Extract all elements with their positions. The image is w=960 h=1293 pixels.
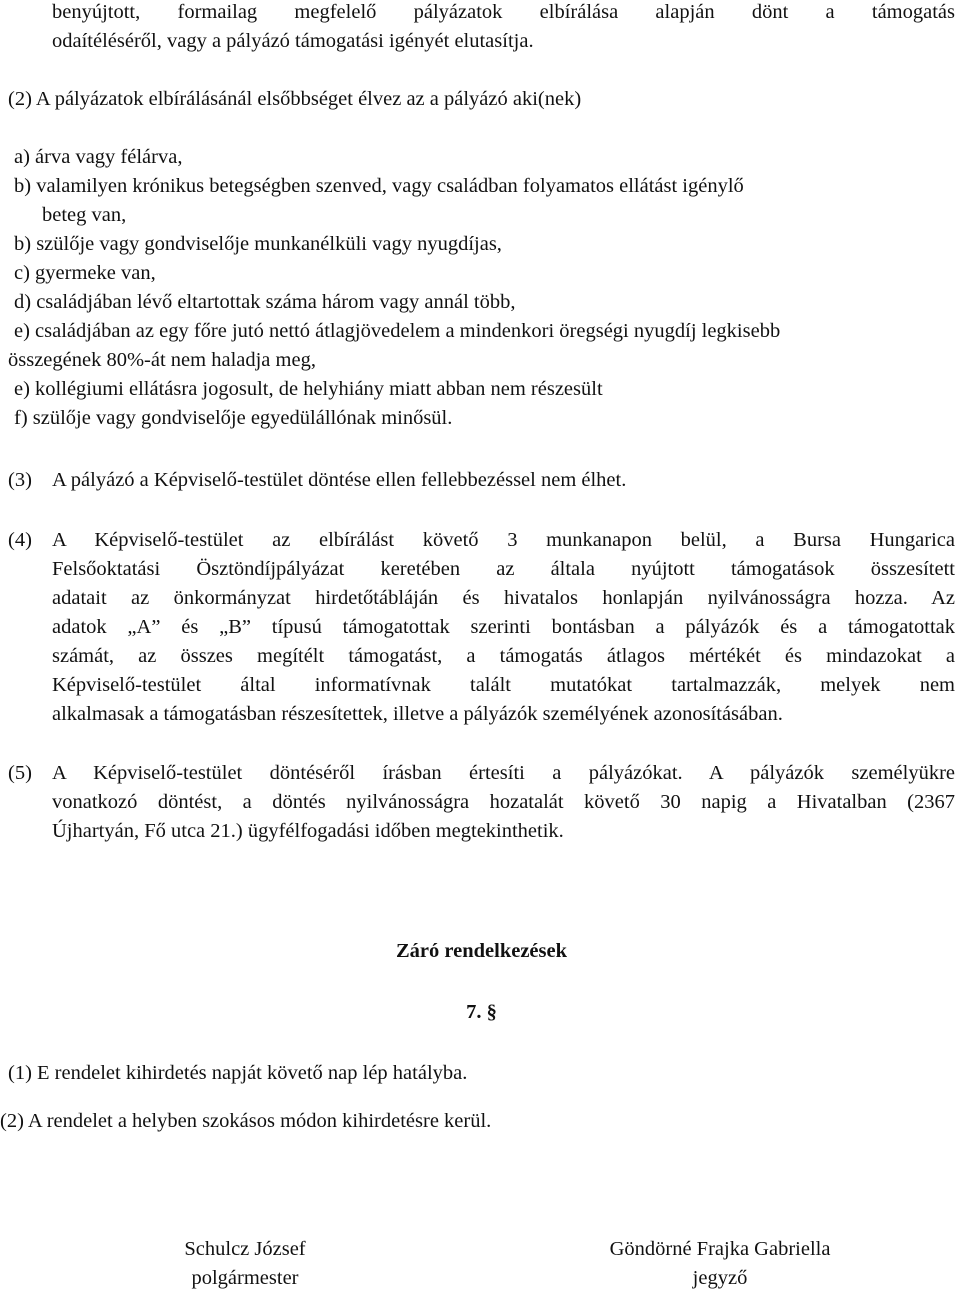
closing-heading: Záró rendelkezések	[396, 940, 567, 962]
para5-line-2: vonatkozó döntést, a döntés nyilvánosságra hozatalát követő 30 napig a Hivatalban (2367	[52, 791, 955, 813]
intro-line-1: benyújtott, formailag megfelelő pályázatok elbírálása alapján dönt a támogatás	[52, 1, 955, 23]
para2-item-b1: b) valamilyen krónikus betegségben szenved, vagy családban folyamatos ellátást igénylő	[14, 175, 744, 197]
para4-line-5: számát, az összes megítélt támogatást, a támogatás átlagos mértékét és mindazokat a	[52, 645, 955, 667]
para2-item-d: d) családjában lévő eltartottak száma három vagy annál több,	[14, 291, 516, 313]
para2-item-f: f) szülője vagy gondviselője egyedülállónak minősül.	[14, 407, 453, 429]
para2-heading: (2) A pályázatok elbírálásánál elsőbbséget élvez az a pályázó aki(nek)	[8, 88, 582, 110]
para4-line-3: adatait az önkormányzat hirdetőtábláján és hivatalos honlapján nyilvánosságra hozza. Az	[52, 587, 955, 609]
para3-text: A pályázó a Képviselő-testület döntése ellen fellebbezéssel nem élhet.	[52, 469, 627, 491]
closing-item-2: (2) A rendelet a helyben szokásos módon kihirdetésre kerül.	[0, 1110, 492, 1132]
para2-item-e2: e) kollégiumi ellátásra jogosult, de helyhiány miatt abban nem részesült	[14, 378, 603, 400]
signature-notary-title: jegyző	[692, 1267, 748, 1289]
para4-line-6: Képviselő-testület által informatívnak talált mutatókat tartalmazzák, melyek nem	[52, 674, 955, 696]
section-number: 7. §	[466, 1001, 497, 1023]
para2-item-b2: b) szülője vagy gondviselője munkanélküli vagy nyugdíjas,	[14, 233, 502, 255]
signature-mayor-title: polgármester	[191, 1267, 299, 1289]
signature-mayor-name: Schulcz József	[184, 1238, 306, 1260]
para2-item-e1: e) családjában az egy főre jutó nettó átlagjövedelem a mindenkori öregségi nyugdíj legkisebb	[14, 320, 781, 342]
para4-line-1: A Képviselő-testület az elbírálást követő 3 munkanapon belül, a Bursa Hungarica	[52, 529, 955, 551]
signature-notary-name: Göndörné Frajka Gabriella	[609, 1238, 831, 1260]
para2-item-b1-cont: beteg van,	[42, 204, 127, 226]
para5-line-1: A Képviselő-testület döntéséről írásban értesíti a pályázókat. A pályázók személyükre	[52, 762, 955, 784]
para2-item-c: c) gyermeke van,	[14, 262, 156, 284]
para4-line-7: alkalmasak a támogatásban részesítettek, illetve a pályázók személyének azonosításában.	[52, 703, 783, 725]
closing-item-1: (1) E rendelet kihirdetés napját követő nap lép hatályba.	[8, 1062, 468, 1084]
para2-item-e1-cont: összegének 80%-át nem haladja meg,	[8, 349, 316, 371]
intro-line-2: odaítéléséről, vagy a pályázó támogatási igényét elutasítja.	[52, 30, 534, 52]
para3-number: (3)	[8, 469, 32, 491]
para5-line-3: Újhartyán, Fő utca 21.) ügyfélfogadási időben megtekinthetik.	[52, 820, 564, 842]
para4-line-4: adatok „A” és „B” típusú támogatottak szerinti bontásban a pályázók és a támogatottak	[52, 616, 955, 638]
para5-number: (5)	[8, 762, 32, 784]
para4-line-2: Felsőoktatási Ösztöndíjpályázat keretében az általa nyújtott támogatások összesített	[52, 558, 955, 580]
para4-number: (4)	[8, 529, 32, 551]
para2-item-a: a) árva vagy félárva,	[14, 146, 183, 168]
